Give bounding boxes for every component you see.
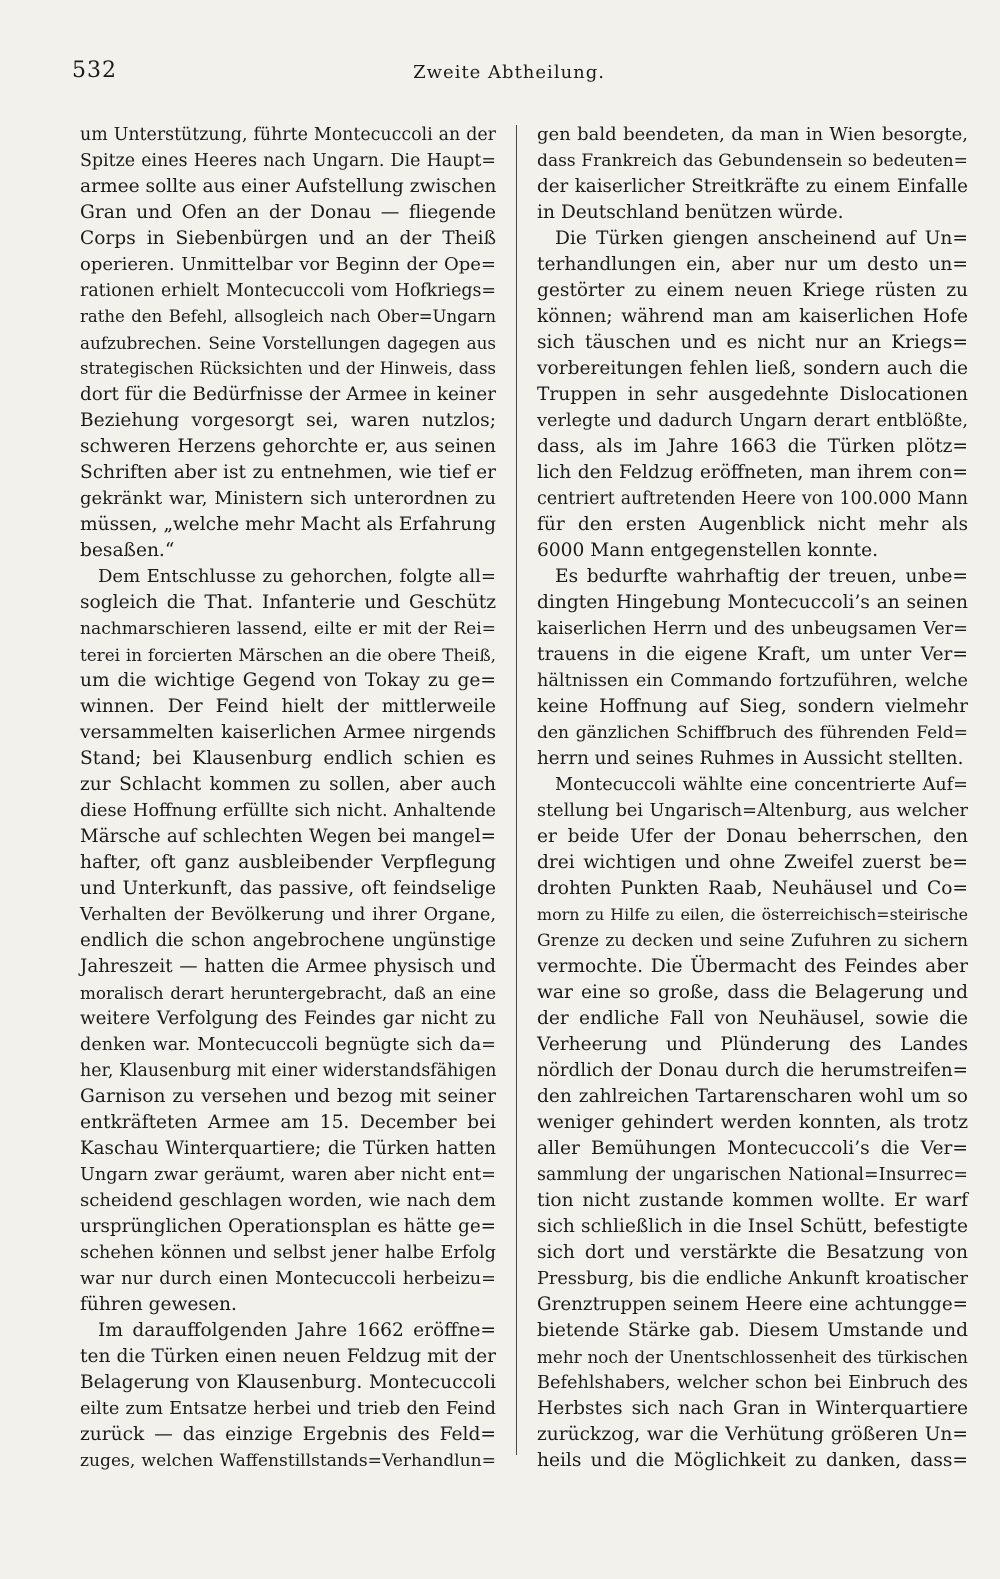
text-line: Spitze eines Heeres nach Ungarn. Die Haupt= <box>80 151 496 171</box>
text-line: sich dort und verstärkte die Besatzung von <box>537 1242 968 1263</box>
text-line: 6000 Mann entgegenstellen konnte. <box>537 540 879 561</box>
text-line: aller Bemühungen Montecuccoli’s die Ver= <box>537 1138 968 1159</box>
text-line: den gänzlichen Schiffbruch des führenden Feld= <box>537 723 968 743</box>
text-line: stellung bei Ungarisch=Altenburg, aus welcher <box>537 801 968 821</box>
text-line: aufzubrechen. Seine Vorstellungen dagegen aus <box>80 333 496 353</box>
text-line: Ungarn zwar geräumt, waren aber nicht ent= <box>80 1165 496 1185</box>
text-line: hafter, oft ganz ausbleibender Verpflegung <box>80 852 496 873</box>
text-line: weitere Verfolgung des Feindes gar nicht zu <box>80 1008 496 1029</box>
text-line: operieren. Unmittelbar vor Beginn der Ope= <box>80 254 496 275</box>
text-line: armee sollte aus einer Aufstellung zwischen <box>80 176 497 197</box>
text-line: endlich die schon angebrochene ungünstige <box>80 930 496 951</box>
text-line: moralisch derart heruntergebracht, daß an eine <box>80 983 496 1003</box>
text-line: der kaiserlicher Streitkräfte zu einem Einfalle <box>537 176 968 197</box>
text-line: in Deutschland benützen würde. <box>537 202 844 223</box>
text-line: keine Hoffnung auf Sieg, sondern vielmehr <box>537 696 968 717</box>
page-header <box>72 58 605 98</box>
text-line: her, Klausenburg mit einer widerstandsfähigen <box>80 1061 497 1081</box>
text-line: Schriften aber ist zu entnehmen, wie tief er <box>80 462 496 483</box>
text-line: sich täuschen und es nicht nur an Kriegs= <box>537 332 968 353</box>
text-line: centriert auftretenden Heere von 100.000 Mann <box>537 489 968 509</box>
text-line: Herbstes sich nach Gran in Winterquartiere <box>537 1398 968 1419</box>
text-line: vermochte. Die Übermacht des Feindes aber <box>537 956 968 977</box>
text-line: heils und die Möglichkeit zu danken, dass= <box>537 1450 968 1471</box>
text-line: Kaschau Winterquartiere; die Türken hatten <box>80 1138 496 1159</box>
column-divider <box>516 125 517 1455</box>
text-line: dass Frankreich das Gebundensein so bedeuten= <box>537 151 968 171</box>
text-line: sammlung der ungarischen National=Insurrec= <box>537 1165 968 1185</box>
text-line: um Unterstützung, führte Montecuccoli an der <box>80 125 496 145</box>
text-line: tion nicht zustande kommen wollte. Er warf <box>537 1190 968 1211</box>
text-line: der endliche Fall von Neuhäusel, sowie die <box>537 1008 968 1029</box>
text-line: schehen können und selbst jener halbe Erfolg <box>80 1243 496 1263</box>
text-line: Jahreszeit — hatten die Armee physisch und <box>80 956 496 977</box>
text-line: morn zu Hilfe zu eilen, die österreichisch=steirische <box>537 905 968 924</box>
text-line: diese Hoffnung erfüllte sich nicht. Anhaltende <box>80 801 496 821</box>
page-number: 532 <box>72 58 117 83</box>
text-line: Die Türken giengen anscheinend auf Un= <box>555 228 968 249</box>
text-line: gen bald beendeten, da man in Wien besorgte, <box>537 124 968 145</box>
text-line: war eine so große, dass die Belagerung und <box>537 982 968 1003</box>
text-line: er beide Ufer der Donau beherrschen, den <box>537 826 968 847</box>
text-line: Truppen in sehr ausgedehnte Dislocationen <box>537 384 968 405</box>
text-line: scheidend geschlagen worden, wie nach dem <box>80 1190 496 1211</box>
text-line: rationen erhielt Montecuccoli vom Hofkriegs= <box>80 281 496 301</box>
text-line: kaiserlichen Herrn und des unbeugsamen Ver= <box>537 619 968 639</box>
text-line: drei wichtigen und ohne Zweifel zuerst be= <box>537 852 968 873</box>
text-line: drohten Punkten Raab, Neuhäusel und Co= <box>537 878 968 899</box>
text-line: Beziehung vorgesorgt sei, waren nutzlos; <box>80 410 496 431</box>
text-line: Stand; bei Klausenburg endlich schien es <box>80 748 496 769</box>
text-line: winnen. Der Feind hielt der mittlerweile <box>80 696 496 717</box>
text-line: Verhalten der Bevölkerung und ihrer Organe, <box>80 905 496 925</box>
text-line: und Unterkunft, das passive, oft feindselige <box>80 878 496 899</box>
text-line: rathe den Befehl, allsogleich nach Ober=Ungarn <box>80 307 496 326</box>
text-line: Grenze zu decken und seine Zufuhren zu sichern <box>537 931 968 951</box>
text-line: können; während man am kaiserlichen Hofe <box>537 306 968 327</box>
text-line: terei in forcierten Märschen an die obere Theiß, <box>80 645 496 665</box>
text-line: trauens in die eigene Kraft, um unter Ver= <box>537 644 968 665</box>
text-line: Befehlshabers, welcher schon bei Einbruch des <box>537 1373 968 1393</box>
text-line: den zahlreichen Tartarenscharen wohl um so <box>537 1086 968 1107</box>
text-line: ten die Türken einen neuen Feldzug mit der <box>80 1346 496 1367</box>
text-line: dingten Hingebung Montecuccoli’s an seinen <box>537 592 968 613</box>
text-line: schweren Herzens gehorchte er, aus seinen <box>80 436 496 457</box>
text-line: Grenztruppen seinem Heere eine achtungge= <box>537 1294 968 1315</box>
text-line: Pressburg, bis die endliche Ankunft kroatischer <box>537 1269 968 1289</box>
text-line: strategischen Rücksichten und der Hinweis, dass <box>80 359 496 378</box>
text-line: um die wichtige Gegend von Tokay zu ge= <box>80 670 496 691</box>
text-line: Märsche auf schlechten Wegen bei mangel= <box>80 826 496 847</box>
text-line: Gran und Ofen an der Donau — fliegende <box>80 202 496 223</box>
text-line: herrn und seines Ruhmes in Aussicht stellten. <box>537 748 964 769</box>
text-line: eilte zum Entsatze herbei und trieb den Feind <box>80 1399 496 1419</box>
text-line: gekränkt war, Ministern sich unterordnen zu <box>80 488 496 509</box>
text-line: besaßen.“ <box>80 540 175 561</box>
text-line: Garnison zu versehen und bezog mit seiner <box>80 1086 496 1107</box>
text-line: führen gewesen. <box>80 1294 237 1315</box>
text-line: nördlich der Donau durch die herumstreifen= <box>537 1060 968 1081</box>
text-line: ursprünglichen Operationsplan es hätte ge= <box>80 1216 496 1237</box>
text-line: zurückzog, war die Verhütung größeren Un= <box>537 1424 968 1445</box>
text-line: Dem Entschlusse zu gehorchen, folgte all= <box>98 566 496 587</box>
text-line: zurück — das einzige Ergebnis des Feld= <box>80 1424 496 1445</box>
text-line: lich den Feldzug eröffneten, man ihrem con= <box>537 462 968 483</box>
text-line: dort für die Bedürfnisse der Armee in keiner <box>80 384 496 405</box>
text-line: für den ersten Augenblick nicht mehr als <box>537 514 968 535</box>
text-line: Montecuccoli wählte eine concentrierte Auf= <box>555 775 968 795</box>
text-line: zuges, welchen Waffenstillstands=Verhandlun= <box>80 1451 496 1471</box>
text-line: gestörter zu einem neuen Kriege rüsten zu <box>537 280 968 301</box>
text-line: mehr noch der Unentschlossenheit des türkischen <box>537 1347 968 1367</box>
right-column <box>537 122 968 1474</box>
text-line: sich schließlich in die Insel Schütt, befestigte <box>537 1216 968 1237</box>
text-line: war nur durch einen Montecuccoli herbeizu= <box>80 1269 496 1289</box>
text-line: sogleich die That. Infanterie und Geschütz <box>80 592 496 613</box>
text-line: hältnissen ein Commando fortzuführen, welche <box>537 671 968 691</box>
text-line: Es bedurfte wahrhaftig der treuen, unbe= <box>555 566 968 587</box>
text-line: entkräfteten Armee am 15. December bei <box>80 1112 496 1133</box>
text-line: Im darauffolgenden Jahre 1662 eröffne= <box>98 1320 496 1341</box>
text-line: Corps in Siebenbürgen und an der Theiß <box>80 228 496 249</box>
text-line: bietende Stärke gab. Diesem Umstande und <box>537 1320 968 1341</box>
text-line: Verheerung und Plünderung des Landes <box>537 1034 968 1055</box>
text-line: denken war. Montecuccoli begnügte sich da= <box>80 1035 496 1055</box>
text-line: nachmarschieren lassend, eilte er mit der Rei= <box>80 619 496 639</box>
text-line: vorbereitungen fehlen ließ, sondern auch die <box>537 358 968 379</box>
text-line: verlegte und dadurch Ungarn derart entblößte, <box>537 411 968 431</box>
text-line: weniger gehindert werden konnten, als trotz <box>537 1112 968 1133</box>
text-line: Belagerung von Klausenburg. Montecuccoli <box>80 1372 496 1393</box>
text-line: müssen, „welche mehr Macht als Erfahrung <box>80 514 496 535</box>
text-line: terhandlungen ein, aber nur um desto un= <box>537 254 968 275</box>
text-line: versammelten kaiserlichen Armee nirgends <box>80 722 496 743</box>
left-column <box>80 122 496 1474</box>
text-line: dass, als im Jahre 1663 die Türken plötz= <box>537 436 968 457</box>
text-line: zur Schlacht kommen zu sollen, aber auch <box>80 774 496 795</box>
running-head: Zweite Abtheilung. <box>413 62 605 83</box>
